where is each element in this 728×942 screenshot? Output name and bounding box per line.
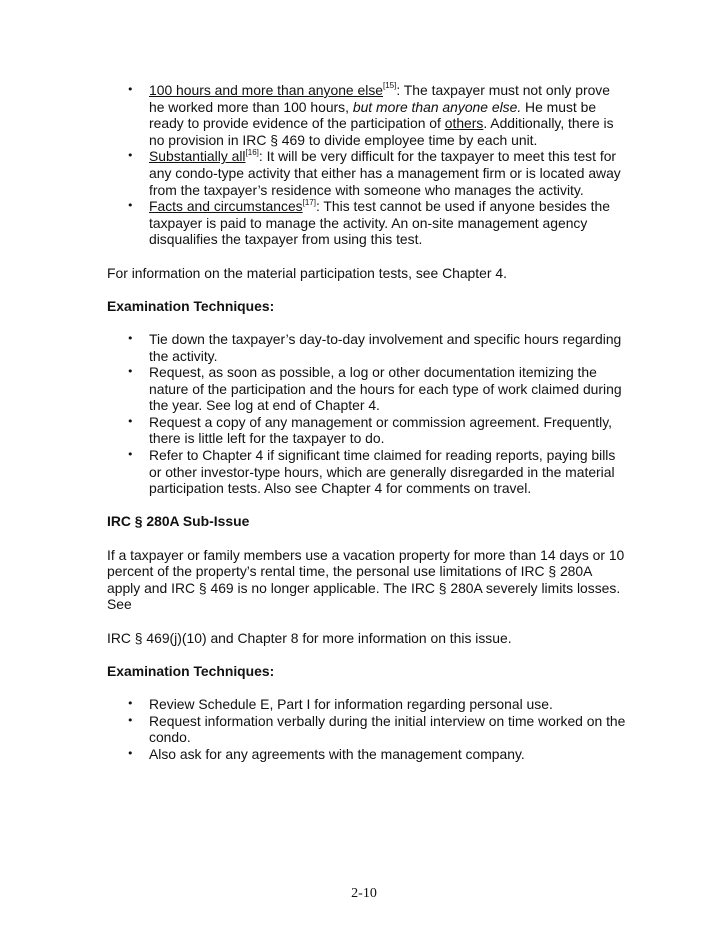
test-term: 100 hours and more than anyone else bbox=[149, 82, 383, 98]
material-participation-paragraph: For information on the material participation tests, see Chapter 4. bbox=[107, 264, 507, 281]
footnote-ref: [15] bbox=[383, 81, 397, 91]
footnote-ref: [16] bbox=[245, 147, 259, 157]
list-item: • Request a copy of any management or commission agreement. Frequently, there is little left for the taxpayer to do. bbox=[107, 414, 627, 447]
section-heading: Examination Techniques: bbox=[107, 662, 275, 679]
list-item: • Tie down the taxpayer’s day-to-day involvement and specific hours regarding the activity. bbox=[107, 331, 627, 364]
list-item bbox=[107, 148, 627, 198]
item-text: . Additionally, there is no provision in IRC § 469 to divide employee time by each unit. bbox=[149, 115, 614, 148]
test-term: Facts and circumstances bbox=[149, 198, 303, 215]
test-term: Substantially all bbox=[149, 148, 246, 165]
exam-techniques-list-2 bbox=[107, 696, 627, 762]
exam-techniques-list bbox=[107, 331, 627, 497]
footnote-ref: [17] bbox=[302, 197, 316, 207]
item-text: He must be ready to provide evidence of the participation of bbox=[149, 98, 597, 132]
list-item: • Refer to Chapter 4 if significant time claimed for reading reports, paying bills or other investor-type hours, which are generally disregarded in the material participation tests. Also see Chapter 4 for comments on travel. bbox=[107, 447, 627, 497]
item-text: : This test cannot be used if anyone besides the taxpayer is paid to manage the activity. An on-site management agency disqualifies the taxpayer from using this test. bbox=[149, 198, 610, 248]
list-item: • Request, as soon as possible, a log or other documentation itemizing the nature of the participation and the hours for each type of work claimed during the year. See log at end of Chapter 4. bbox=[107, 364, 627, 414]
participation-tests-list bbox=[107, 82, 627, 248]
irc-reference-paragraph: IRC § 469(j)(10) and Chapter 8 for more information on this issue. bbox=[107, 629, 512, 646]
list-item bbox=[107, 198, 627, 248]
page-number: 2-10 bbox=[351, 886, 377, 901]
irc-280a-paragraph: If a taxpayer or family members use a vacation property for more than 14 days or 10 percent of the property’s rental time, the personal use limitations of IRC § 280A apply and IRC § 469 is no longer applicable. The IRC § 280A severely limits losses. See bbox=[107, 546, 625, 613]
item-underline: others bbox=[444, 115, 484, 132]
list-item bbox=[107, 82, 627, 148]
document-body bbox=[107, 82, 627, 762]
list-item: • Review Schedule E, Part I for information regarding personal use. bbox=[107, 696, 627, 713]
section-heading: IRC § 280A Sub-Issue bbox=[107, 513, 250, 530]
item-text: : It will be very difficult for the taxpayer to meet this test for any condo-type activity that either has a management firm or is located away from the taxpayer’s residence with someone who manages the activity. bbox=[149, 148, 621, 198]
item-text: : The taxpayer must not only prove he worked more than 100 hours, bbox=[149, 82, 610, 115]
list-item: • Request information verbally during the initial interview on time worked on the condo. bbox=[107, 713, 627, 746]
list-item: • Also ask for any agreements with the management company. bbox=[107, 746, 627, 763]
item-emphasis: but more than anyone else. bbox=[352, 98, 522, 115]
section-heading: Examination Techniques: bbox=[107, 297, 275, 314]
